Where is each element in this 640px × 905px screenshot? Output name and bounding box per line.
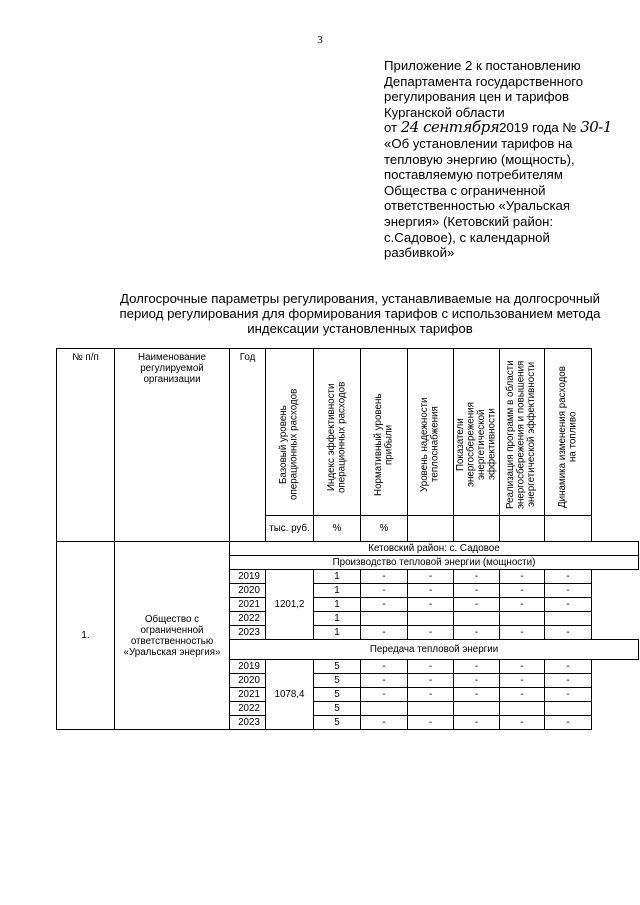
appendix-line: Курганской области bbox=[384, 104, 505, 120]
fuel-cell: - bbox=[545, 570, 592, 584]
reliability-cell: - bbox=[408, 626, 454, 640]
index-cell: 5 bbox=[314, 674, 361, 688]
header-year: Год bbox=[230, 349, 266, 542]
energy-cell: - bbox=[454, 570, 500, 584]
section-title-production: Производство тепловой энергии (мощности) bbox=[230, 556, 639, 570]
index-cell: 5 bbox=[314, 660, 361, 674]
fuel-cell: - bbox=[545, 674, 592, 688]
fuel-cell: - bbox=[545, 598, 592, 612]
appendix-title-line: Общества с ограниченной bbox=[384, 182, 546, 198]
profit-cell: - bbox=[361, 598, 408, 612]
reliability-cell bbox=[408, 702, 454, 716]
section-title-transmission: Передача тепловой энергии bbox=[230, 640, 639, 660]
row-number: 1. bbox=[57, 542, 115, 730]
index-cell: 1 bbox=[314, 626, 361, 640]
profit-cell: - bbox=[361, 570, 408, 584]
district-row bbox=[57, 542, 639, 556]
fuel-cell: - bbox=[545, 716, 592, 730]
index-cell: 5 bbox=[314, 688, 361, 702]
index-cell: 5 bbox=[314, 716, 361, 730]
header-num: № п/п bbox=[57, 349, 115, 542]
title-line: индексации установленных тарифов bbox=[247, 321, 473, 337]
year-cell: 2023 bbox=[230, 716, 266, 730]
date-year: 2019 года № bbox=[499, 120, 577, 136]
header-programs: Реализация программ в области энергосбережения и повышения энергетической эффективности bbox=[500, 349, 545, 516]
year-cell: 2019 bbox=[230, 660, 266, 674]
energy-cell: - bbox=[454, 598, 500, 612]
year-cell: 2021 bbox=[230, 598, 266, 612]
appendix-title-line: поставляемую потребителям bbox=[384, 167, 563, 183]
header-base-level: Базовый уровень операционных расходов bbox=[266, 349, 314, 516]
appendix-date-line bbox=[384, 120, 614, 136]
programs-cell: - bbox=[500, 570, 545, 584]
year-cell: 2022 bbox=[230, 612, 266, 626]
reliability-cell: - bbox=[408, 660, 454, 674]
fuel-cell: - bbox=[545, 584, 592, 598]
unit-efficiency-index: % bbox=[314, 516, 361, 542]
reliability-cell: - bbox=[408, 688, 454, 702]
programs-cell: - bbox=[500, 716, 545, 730]
reliability-cell: - bbox=[408, 716, 454, 730]
profit-cell: - bbox=[361, 660, 408, 674]
reliability-cell: - bbox=[408, 598, 454, 612]
appendix-title-line: «Об установлении тарифов на bbox=[384, 135, 573, 151]
appendix-title-line: энергия» (Кетовский район: bbox=[384, 213, 554, 229]
programs-cell: - bbox=[500, 674, 545, 688]
reliability-cell: - bbox=[408, 674, 454, 688]
programs-cell: - bbox=[500, 584, 545, 598]
unit-base-level: тыс. руб. bbox=[266, 516, 314, 542]
index-cell: 1 bbox=[314, 570, 361, 584]
programs-cell: - bbox=[500, 626, 545, 640]
energy-cell: - bbox=[454, 626, 500, 640]
parameters-table bbox=[56, 348, 639, 730]
profit-cell: - bbox=[361, 584, 408, 598]
appendix-title-line: с.Садовое), с календарной bbox=[384, 229, 550, 245]
header-row bbox=[57, 349, 639, 516]
energy-cell: - bbox=[454, 674, 500, 688]
profit-cell: - bbox=[361, 674, 408, 688]
appendix-title-line: ответственностью «Уральская bbox=[384, 198, 570, 214]
page-number: 3 bbox=[317, 34, 323, 46]
date-prefix: от bbox=[384, 120, 398, 136]
programs-cell bbox=[500, 612, 545, 626]
energy-cell bbox=[454, 702, 500, 716]
programs-cell: - bbox=[500, 688, 545, 702]
header-energy-efficiency: Показатели энергосбережения энергетической эффективности bbox=[454, 349, 500, 516]
appendix-line: регулирования цен и тарифов bbox=[384, 89, 569, 105]
reliability-cell: - bbox=[408, 570, 454, 584]
title-line: Долгосрочные параметры регулирования, устанавливаемые на долгосрочный bbox=[120, 291, 600, 306]
profit-cell: - bbox=[361, 716, 408, 730]
base-level-production: 1201,2 bbox=[266, 570, 314, 640]
fuel-cell: - bbox=[545, 688, 592, 702]
fuel-cell bbox=[545, 612, 592, 626]
fuel-cell: - bbox=[545, 626, 592, 640]
year-cell: 2022 bbox=[230, 702, 266, 716]
year-cell: 2019 bbox=[230, 570, 266, 584]
document-title bbox=[100, 291, 620, 337]
profit-cell bbox=[361, 612, 408, 626]
appendix-block bbox=[384, 58, 614, 261]
year-cell: 2021 bbox=[230, 688, 266, 702]
appendix-line: Департамента государственного bbox=[384, 73, 584, 89]
programs-cell: - bbox=[500, 660, 545, 674]
index-cell: 1 bbox=[314, 612, 361, 626]
energy-cell: - bbox=[454, 716, 500, 730]
profit-cell: - bbox=[361, 688, 408, 702]
header-org: Наименование регулируемой организации bbox=[115, 349, 230, 542]
header-reliability: Уровень надежности теплоснабжения bbox=[408, 349, 454, 516]
fuel-cell: - bbox=[545, 660, 592, 674]
reliability-cell bbox=[408, 612, 454, 626]
handwritten-date: 24 сентября bbox=[400, 118, 500, 137]
programs-cell: - bbox=[500, 598, 545, 612]
energy-cell bbox=[454, 612, 500, 626]
handwritten-number: 30-1 bbox=[580, 118, 612, 137]
index-cell: 5 bbox=[314, 702, 361, 716]
header-fuel-dynamics: Динамика изменения расходов на топливо bbox=[545, 349, 592, 516]
base-level-transmission: 1078,4 bbox=[266, 660, 314, 730]
reliability-cell: - bbox=[408, 584, 454, 598]
appendix-title-line: разбивкой» bbox=[384, 245, 455, 261]
organization-name: Общество с ограниченной ответственностью «Уральская энергия» bbox=[115, 542, 230, 730]
energy-cell: - bbox=[454, 688, 500, 702]
profit-cell bbox=[361, 702, 408, 716]
appendix-line: Приложение 2 к постановлению bbox=[384, 58, 581, 73]
energy-cell: - bbox=[454, 584, 500, 598]
appendix-title-line: тепловую энергию (мощность), bbox=[384, 151, 575, 167]
programs-cell bbox=[500, 702, 545, 716]
unit-profit-norm: % bbox=[361, 516, 408, 542]
fuel-cell bbox=[545, 702, 592, 716]
profit-cell: - bbox=[361, 626, 408, 640]
year-cell: 2023 bbox=[230, 626, 266, 640]
year-cell: 2020 bbox=[230, 584, 266, 598]
year-cell: 2020 bbox=[230, 674, 266, 688]
energy-cell: - bbox=[454, 660, 500, 674]
header-profit-norm: Нормативный уровень прибыли bbox=[361, 349, 408, 516]
header-efficiency-index: Индекс эффективности операционных расходов bbox=[314, 349, 361, 516]
index-cell: 1 bbox=[314, 584, 361, 598]
district-label: Кетовский район: с. Садовое bbox=[230, 542, 639, 556]
title-line: период регулирования для формирования тарифов с использованием метода bbox=[119, 306, 601, 322]
index-cell: 1 bbox=[314, 598, 361, 612]
